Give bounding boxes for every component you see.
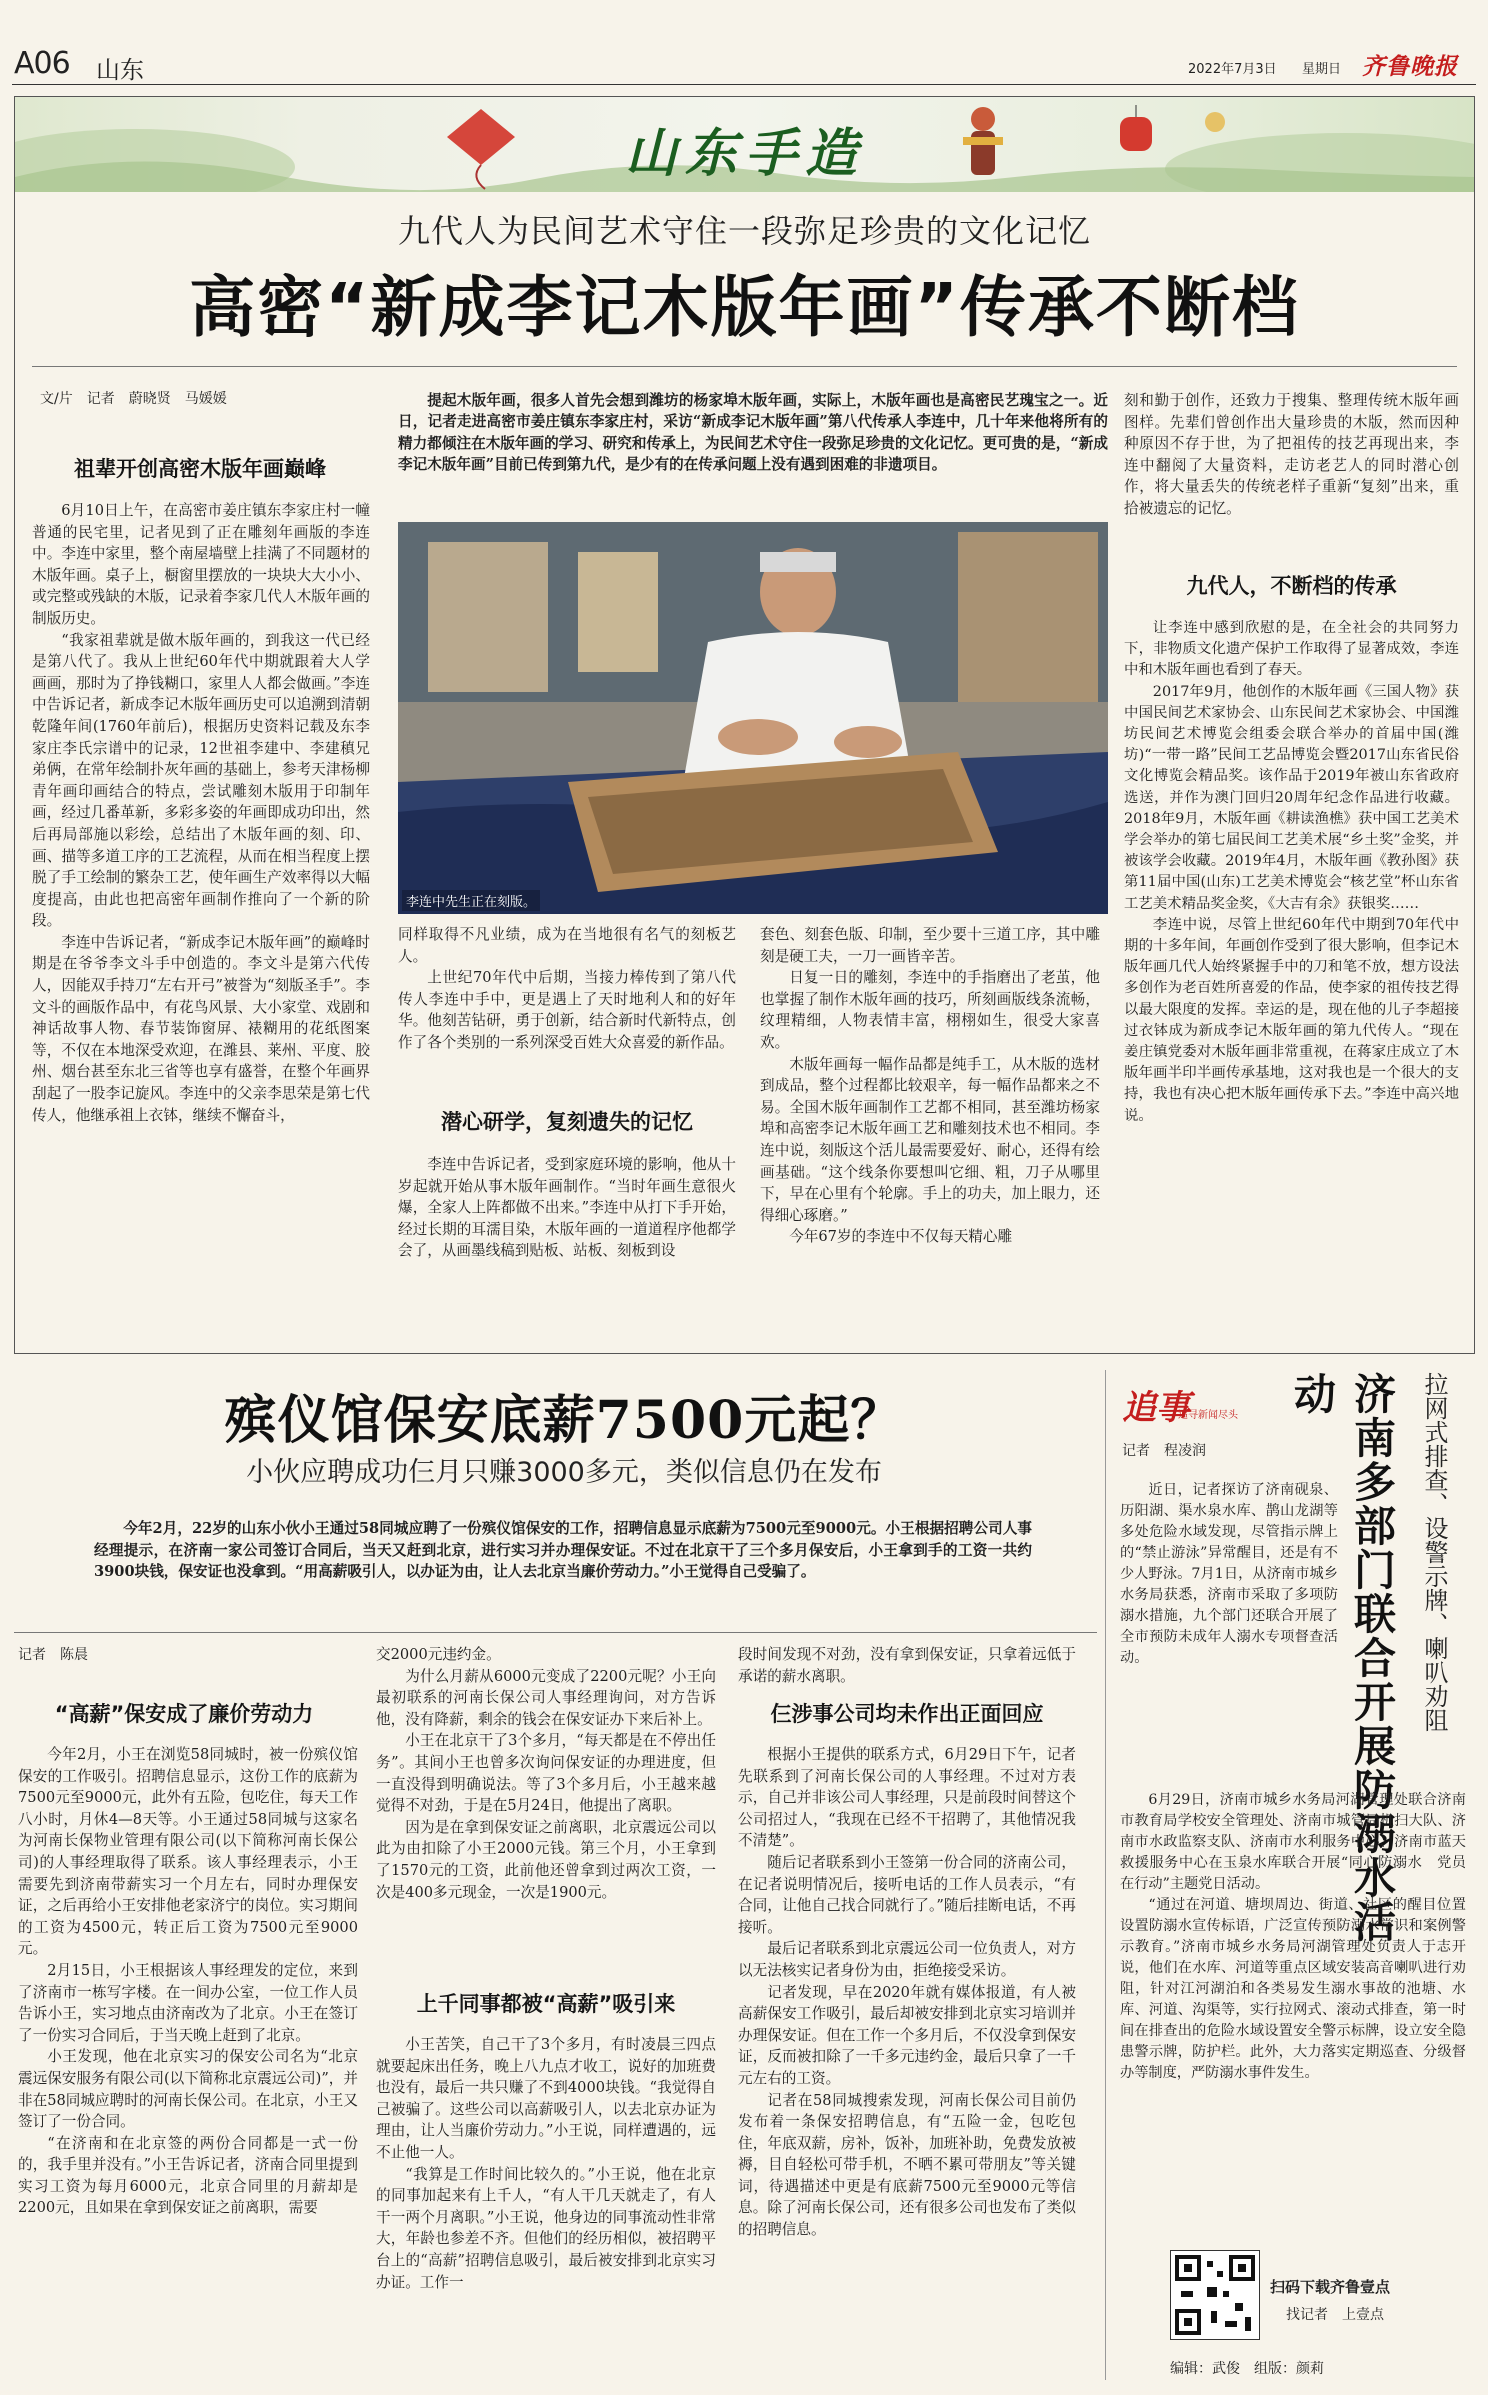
story2-headline: 殡仪馆保安底薪7500元起？ <box>224 1390 904 1451</box>
qr-text-2: 找记者 上壹点 <box>1286 2307 1384 2323</box>
story1-lead <box>398 390 1108 476</box>
story2-col3b-p2: 随后记者联系到小王签第一份合同的济南公司，在记者说明情况后，接听电话的工作人员表示，“有合同，让他自己找合同就行了。”随后挂断电话，不再接听。 <box>738 1853 1076 1936</box>
story1-kicker: 九代人为民间艺术守住一段弥足珍贵的文化记忆 <box>397 212 1091 250</box>
woodcarving-photo <box>398 522 1108 914</box>
story2-col3b-p4: 记者发现，早在2020年就有媒体报道，有人被高薪保安工作吸引，最后却被安排到北京实习培训并办理保安证。但在工作一个多月后，不仅没拿到保安证，反而被扣除了一千多元违约金，最后只拿了一千元左右的工资。 <box>738 1983 1076 2087</box>
story3-logo <box>1122 1380 1272 1428</box>
story1-col3 <box>760 924 1100 1248</box>
story2-col1-p1: 今年2月，小王在浏览58同城时，被一份殡仪馆保安的工作吸引。招聘信息显示，这份工作的底薪为7500元至9000元，此外有五险，包吃住，每天工作八小时，月休4—8天等。小王通过58同城与这家名为河南长保物业管理有限公司(以下简称河南长保公司)的人事经理取得了联系。该人事经理表示，小王需要先到济南带薪实习一个月左右，同时办理保安证，之后再给小王安排他老家济宁的岗位。实习期间的工资为4500元，转正后工资为7500元至9000元。 <box>18 1746 358 1958</box>
story3-subhead <box>1412 1372 1452 1792</box>
story2-subhead-2: 上千同事都被“高薪”吸引来 <box>416 1992 676 2016</box>
story1-col2b-p1: 李连中告诉记者，受到家庭环境的影响，他从十岁起就开始从事木版年画制作。“当时年画生意很火爆，全家人上阵都做不出来。”李连中从打下手开始，经过长期的耳濡目染，木版年画的一道道程序他都学会了，从画墨线稿到贴板、站板、刻板到设 <box>398 1156 736 1260</box>
header-rule <box>12 84 1476 85</box>
story2-col3b-p1: 根据小王提供的联系方式，6月29日下午，记者先联系到了河南长保公司的人事经理。不过对方表示，自己并非该公司人事经理，只是前段时间替这个公司招过人，“我现在已经不干招聘了，其他情况我不清楚”。 <box>738 1746 1076 1850</box>
story2-col2b-p2: “我算是工作时间比较久的。”小王说，他在北京的同事加起来有上千人，“有人干几天就走了，有人干一两个月离职。”小王说，他身边的同事流动性非常大，年龄也参差不齐。但他们的经历相似，被招聘平台上的“高薪”招聘信息吸引，最后被安排到北京实习办证。工作一 <box>376 2165 716 2291</box>
headline-rule <box>32 366 1457 367</box>
story1-byline: 文/片 记者 蔚晓贤 马媛媛 <box>40 391 227 407</box>
story1-col3-p3: 木版年画每一幅作品都是纯手工，从木版的选材到成品，整个过程都比较艰辛，每一幅作品都来之不易。全国木版年画制作工艺都不相同，甚至潍坊杨家埠和高密李记木版年画工艺和雕刻技术也不相同。李连中说，刻版这个活儿最需要爱好、耐心，还得有绘画基础。“这个线条你要想叫它细、粗，刀子从哪里下，早在心里有个轮廓。手上的功夫，加上眼力，还得细心琢磨。” <box>760 1055 1100 1224</box>
story1-col1 <box>32 500 370 1126</box>
story2-col3b-p3: 最后记者联系到北京震远公司一位负责人，对方以无法核实记者身份为由，拒绝接受采访。 <box>738 1940 1076 1979</box>
story2-subhead: 小伙应聘成功仨月只赚3000多元，类似信息仍在发布 <box>246 1457 882 1488</box>
story2-byline: 记者 陈晨 <box>18 1647 88 1663</box>
story2-subhead-3: 仨涉事公司均未作出正面回应 <box>770 1702 1044 1726</box>
story2-col2 <box>376 1644 716 1903</box>
column-divider <box>1105 1370 1106 2380</box>
issue-date: 2022年7月3日 <box>1188 62 1277 77</box>
story1-col4 <box>1124 390 1459 520</box>
story1-subhead-2: 潜心研学，复刻遗失的记忆 <box>441 1110 693 1134</box>
story1-photo <box>398 522 1108 914</box>
story3-subhead-text: 拉网式排查、设警示牌、喇叭劝阻 <box>1420 1372 1448 1732</box>
story2-col2b-p1: 小王苦笑，自己干了3个多月，有时凌晨三四点就要起床出任务，晚上八九点才收工，说好的加班费也没有，最后一共只赚了不到4000块钱。“我觉得自己被骗了。这些公司以高薪吸引人，以去北京办证为理由，让人当廉价劳动力。”小王说，同样遭遇的，远不止他一人。 <box>376 2036 716 2161</box>
story2-col3-p1: 段时间发现不对劲，没有拿到保安证，只拿着远低于承诺的薪水离职。 <box>738 1646 1076 1685</box>
story2-col3b <box>738 1744 1076 2241</box>
section-name: 山东 <box>96 56 144 84</box>
story1-col3-p1: 套色、刻套色版、印制，至少要十三道工序，其中雕刻是硬工夫，一刀一画皆辛苦。 <box>760 926 1100 965</box>
story3-headline-text: 济南多部门联合开展防溺水活动 <box>1288 1372 1397 1944</box>
story2-col1-p3: 小王发现，他在北京实习的保安公司名为“北京震远保安服务有限公司(以下简称北京震远公司)”，并非在58同城应聘时的河南长保公司。在北京，小王又签订了一份合同。 <box>18 2048 358 2131</box>
story3-p2: 6月29日，济南市城乡水务局河湖管理处联合济南市教育局学校安全管理处、济南市城管局机扫大队、济南市水政监察支队、济南市水利服务中心、济南市蓝天救援服务中心在玉泉水库联合开展“同心防溺水 党员在行动”主题党日活动。 <box>1120 1792 1466 1892</box>
story3-p3: “通过在河道、塘坝周边、街道、社区的醒目位置设置防溺水宣传标语，广泛宣传预防溺水常识和案例警示教育。”济南市城乡水务局河湖管理处负责人于志开说，他们在水库、河道等重点区域安装高音喇叭进行劝阻，针对江河湖泊和各类易发生溺水事故的池塘、水库、河道、沟渠等，实行拉网式、滚动式排查，第一时间在排查出的危险水域设置安全警示标牌，设立安全隐患警示牌，防护栏。此外，大力落实定期巡查、分级督办等制度，严防溺水事件发生。 <box>1120 1897 1466 2081</box>
story1-col2-p2: 上世纪70年代中后期，当接力棒传到了第八代传人李连中手中，更是遇上了天时地利人和的好年华。他刻苦钻研，勇于创新，结合新时代新特点，创作了各个类别的一系列深受百姓大众喜爱的新作品。 <box>398 969 736 1051</box>
qr-text-1: 扫码下载齐鲁壹点 <box>1270 2278 1391 2296</box>
qr-code[interactable] <box>1170 2250 1260 2340</box>
story2-col3b-p5: 记者在58同城搜索发现，河南长保公司目前仍发布着一条保安招聘信息，有“五险一金，包吃包住，年底双薪，房补，饭补，加班补助，免费发放被褥，目自轻松可带手机，不晒不累可带朋友”等关键词，待遇描述中更是有底薪7500元至9000元等信息。除了河南长保公司，还有很多公司也发布了类似的招聘信息。 <box>738 2091 1076 2239</box>
story3-p1: 近日，记者探访了济南砚泉、历阳湖、渠水泉水库、鹊山龙湖等多处危险水域发现，尽管指示牌上的“禁止游泳”异常醒目，还是有不少人野泳。7月1日，从济南市城乡水务局获悉，济南市采取了多项防溺水措施，九个部门还联合开展了全市预防未成年人溺水专项督查活动。 <box>1120 1482 1338 1666</box>
story1-subhead-3: 九代人，不断档的传承 <box>1186 574 1397 598</box>
story2-col2b <box>376 2034 716 2293</box>
story1-subhead-1: 祖辈开创高密木版年画巅峰 <box>74 457 326 481</box>
story1-col4b-p2: 2017年9月，他创作的木版年画《三国人物》获中国民间艺术家协会、山东民间艺术家协会、中国潍坊民间艺术博览会组委会联合举办的首届中国(潍坊)“一带一路”民间工艺品博览会暨2017山东省民俗文化博览会精品奖。该作品于2019年被山东省政府选送，并作为澳门回归20周年纪念作品进行收藏。2018年9月，木版年画《耕读渔樵》获中国工艺美术学会举办的第七届民间工艺美术展“乡土奖”金奖，并被该学会收藏。2019年4月，木版年画《教孙图》获第11届中国(山东)工艺美术博览会“核艺堂”杯山东省工艺美术精品奖金奖，《大吉有余》获银奖…… <box>1124 683 1459 912</box>
story1-lead-text: 提起木版年画，很多人首先会想到潍坊的杨家埠木版年画，实际上，木版年画也是高密民艺瑰宝之一。近日，记者走进高密市姜庄镇东李家庄村，采访“新成李记木版年画”第八代传承人李连中，几十年来他将所有的精力都倾注在木版年画的学习、研究和传承上，为民间艺术守住一段弥足珍贵的文化记忆。更可贵的是，“新成李记木版年画”目前已传到第九代，是少有的在传承问题上没有遇到困难的非遗项目。 <box>398 392 1108 474</box>
zhuishi-logo-sub: 追寻新闻尽头 <box>1178 1410 1238 1421</box>
photo-caption: 李连中先生正在刻版。 <box>402 890 540 911</box>
story1-col1-p1: 6月10日上午，在高密市姜庄镇东李家庄村一幢普通的民宅里，记者见到了正在雕刻年画版的李连中。李连中家里，整个南屋墙壁上挂满了不同题材的木版年画。桌子上，橱窗里摆放的一块块大大小小、或完整或残缺的木版，记录着李家几代人木版年画的制版历史。 <box>32 502 370 627</box>
lantern-icon <box>1120 105 1152 151</box>
qr-code-icon <box>1171 2251 1259 2339</box>
story2-lead-text: 今年2月，22岁的山东小伙小王通过58同城应聘了一份殡仪馆保安的工作，招聘信息显示底薪为7500元至9000元。小王根据招聘公司人事经理提示，在济南一家公司签订合同后，当天又赶到北京，进行实习并办理保安证。不过在北京干了三个多月保安后，小王拿到手的工资一共约3900块钱，保安证也没拿到。“用高薪吸引人，以办证为由，让人去北京当廉价劳动力。”小王觉得自己受骗了。 <box>94 1520 1032 1581</box>
kite-icon <box>447 109 515 189</box>
banner <box>15 97 1474 192</box>
story1-col4b-p3: 李连中说，尽管上世纪60年代中期到70年代中期的十多年间，年画创作受到了很大影响，但李记木版年画几代人始终紧握手中的刀和笔不放，想方设法多创作为老百姓所喜爱的作品，使李家的祖传技艺得以最大限度的发挥。幸运的是，现在他的儿子李超接过衣钵成为新成李记木版年画的第九代传人。“现在姜庄镇党委对木版年画非常重视，在蒋家庄成立了木版年画半印半画传承基地，这对我也是一个很大的支持，我也有决心把木版年画传承下去。”李连中高兴地说。 <box>1124 916 1459 1124</box>
zhuishi-logo-main: 追事 <box>1122 1388 1190 1428</box>
story1-col2b <box>398 1154 736 1262</box>
story3-col <box>1120 1480 1338 1669</box>
story2-rule <box>14 1632 1097 1633</box>
story1-col1-p3: 李连中告诉记者，“新成李记木版年画”的巅峰时期是在爷爷李文斗手中创造的。李文斗是第六代传人，因能双手持刀“左右开弓”被誉为“刻版圣手”。李文斗的画版作品中，有花鸟风景、大小家堂、戏剧和神话故事人物、春节装饰窗屏、裱糊用的花纸图案等，不仅在本地深受欢迎，在潍县、莱州、平度、胶州、烟台甚至东北三省等也享有盛誉，在整个年画界刮起了一股李记旋风。李连中的父亲李思荣是第七代传人，他继承祖上衣钵，继续不懈奋斗， <box>32 933 370 1124</box>
masthead-logo: 齐鲁晚报 <box>1362 53 1458 80</box>
banner-title: 山东手造 <box>624 123 865 184</box>
issue-weekday: 星期日 <box>1302 62 1342 77</box>
story2-col2-p2: 为什么月薪从6000元变成了2200元呢？小王向最初联系的河南长保公司人事经理询问，对方告诉他，没有降薪，剩余的钱会在保安证办下来后补上。 <box>376 1667 716 1728</box>
story1-headline: 高密“新成李记木版年画”传承不断档 <box>189 269 1300 346</box>
story1-col2 <box>398 924 736 1054</box>
story1-col4b-p1: 让李连中感到欣慰的是，在全社会的共同努力下，非物质文化遗产保护工作取得了显著成效，李连中和木版年画也看到了春天。 <box>1124 620 1459 679</box>
story2-subhead-1: “高薪”保安成了廉价劳动力 <box>54 1702 314 1726</box>
page-code: A06 <box>14 46 70 81</box>
story3-col-b <box>1120 1790 1466 2084</box>
story2-col3 <box>738 1644 1076 1687</box>
story2-col2-p4: 因为是在拿到保安证之前离职，北京震远公司以此为由扣除了小王2000元钱。第三个月，小王拿到了1570元的工资，此前他还曾拿到过两次工资，一次是400多元现金，一次是1900元。 <box>376 1818 716 1901</box>
story1-col3-p2: 日复一日的雕刻，李连中的手指磨出了老茧，他也掌握了制作木版年画的技巧，所刻画版线条流畅，纹理精细，人物表情丰富，栩栩如生，很受大家喜欢。 <box>760 969 1100 1051</box>
story2-col2-p1: 交2000元违约金。 <box>376 1646 501 1663</box>
story1-col4b <box>1124 618 1459 1127</box>
story2-col2-p3: 小王在北京干了3个多月，“每天都是在不停出任务”。其间小王也曾多次询问保安证的办理进度，但一直没得到明确说法。等了3个多月后，小王越来越觉得不对劲，于是在5月24日，他提出了离职。 <box>376 1732 716 1815</box>
story2-col1 <box>18 1744 358 2219</box>
figurine-icon <box>963 107 1003 175</box>
story1-col4-p1: 刻和勤于创作，还致力于搜集、整理传统木版年画图样。先辈们曾创作出大量珍贵的木版，然而因种种原因不存于世，为了把祖传的技艺再现出来，李连中翻阅了大量资料，走访老艺人的同时潜心创作，将大量丢失的传统老样子重新“复刻”出来，重拾被遗忘的记忆。 <box>1124 392 1459 517</box>
story2-col1-p4: “在济南和在北京签的两份合同都是一式一份的，我手里并没有。”小王告诉记者，济南合同里提到实习工资为每月6000元，北京合同里的月薪却是2200元，且如果在拿到保安证之前离职，需要 <box>18 2134 358 2217</box>
story2-col1-p2: 2月15日，小王根据该人事经理发的定位，来到了济南市一栋写字楼。在一间办公室，一位工作人员告诉小王，实习地点由济南改为了北京。小王在签订了一份实习合同后，于当天晚上赶到了北京。 <box>18 1961 358 2044</box>
story3-byline: 记者 程凌润 <box>1122 1443 1206 1459</box>
editor-credit: 编辑：武俊 组版：颜莉 <box>1170 2361 1324 2377</box>
story2-lead <box>94 1518 1032 1583</box>
story1-col3-p4: 今年67岁的李连中不仅每天精心雕 <box>789 1228 1013 1246</box>
story1-col1-p2: “我家祖辈就是做木版年画的，到我这一代已经是第八代了。我从上世纪60年代中期就跟着大人学画画，那时为了挣钱糊口，家里人人都会做画。”李连中告诉记者，新成李记木版年画历史可以追溯到清朝乾隆年间(1760年前后)，根据历史资料记载及东李家庄李氏宗谱中的记录，12世祖李建中、李建稹兄弟俩，在常年绘制扑灰年画的基础上，参考天津杨柳青年画印画结合的特点，尝试雕刻木版用于印制年画，经过几番革新，多彩多姿的年画即成功印出，然后再局部施以彩绘，总结出了木版年画的刻、印、画、描等多道工序的工艺流程，从而在相当程度上摆脱了手工绘制的繁杂工艺，使年画生产效率得以大幅度提高，由此也把高密年画制作推向了一个新的阶段。 <box>32 631 370 930</box>
story1-col2-p1: 同样取得不凡业绩，成为在当地很有名气的刻板艺人。 <box>398 926 736 965</box>
